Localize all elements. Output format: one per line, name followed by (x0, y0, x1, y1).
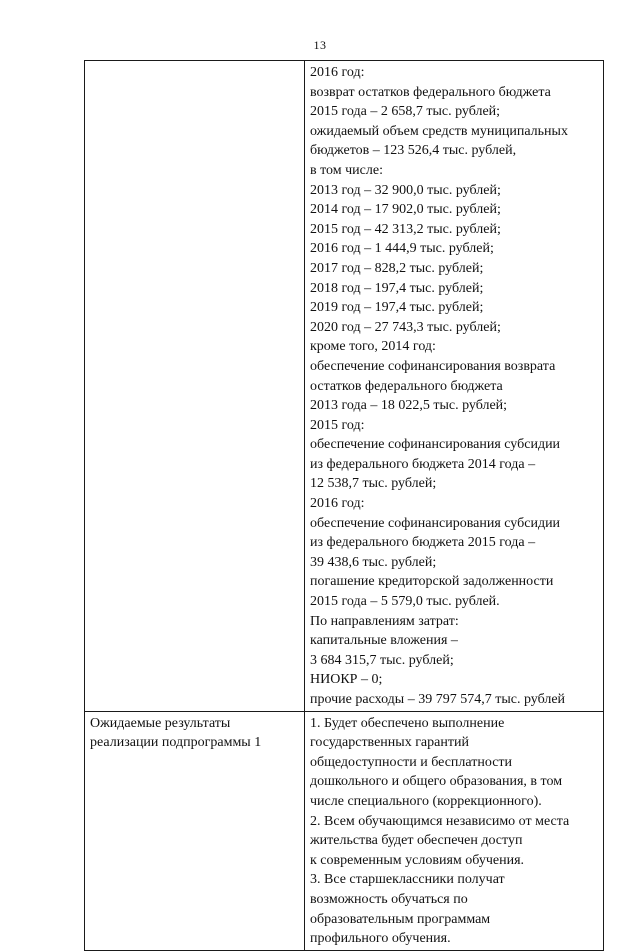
passport-table (84, 60, 604, 951)
text-line: 2020 год – 27 743,3 тыс. рублей; (310, 319, 501, 335)
text-line: 2016 год: (310, 496, 365, 512)
text-line: дошкольного и общего образования, в том (310, 774, 563, 790)
text-line: из федерального бюджета 2015 года – (310, 535, 536, 551)
text-line: ожидаемый объем средств муниципальных (310, 123, 568, 139)
text-line: 12 538,7 тыс. рублей; (310, 476, 437, 492)
text-line: из федерального бюджета 2014 года – (310, 456, 536, 472)
text-line: 2015 год: (310, 417, 365, 433)
text-line: обеспечение софинансирования субсидии (310, 515, 561, 531)
text-line: 3. Все старшеклассники получат (310, 872, 505, 888)
text-line: 2015 года – 5 579,0 тыс. рублей. (310, 594, 500, 610)
text-line: в том числе: (310, 162, 383, 178)
text-line: профильного обучения. (310, 931, 451, 947)
financing-label-cell (85, 61, 305, 712)
text-line: 2014 год – 17 902,0 тыс. рублей; (310, 202, 501, 218)
text-line: возможность обучаться по (310, 891, 468, 907)
text-line: По направлениям затрат: (310, 613, 459, 629)
results-label-line: Ожидаемые результаты (90, 715, 231, 731)
table-row-financing (85, 61, 604, 712)
text-line: образовательным программам (310, 911, 491, 927)
financing-lines (310, 63, 599, 710)
text-line: 2019 год – 197,4 тыс. рублей; (310, 300, 484, 316)
text-line: обеспечение софинансирования субсидии (310, 437, 561, 453)
text-line: 2016 год: (310, 65, 365, 80)
text-line: остатков федерального бюджета (310, 378, 503, 394)
text-line: 2017 год – 828,2 тыс. рублей; (310, 260, 484, 276)
text-line: бюджетов – 123 526,4 тыс. рублей, (310, 143, 517, 159)
text-line: 2018 год – 197,4 тыс. рублей; (310, 280, 484, 296)
text-line: числе специального (коррекционного). (310, 793, 542, 809)
results-content-cell (305, 711, 604, 950)
table-row-expected-results (85, 711, 604, 950)
text-line: 1. Будет обеспечено выполнение (310, 715, 505, 731)
text-line: 2. Всем обучающимся независимо от места (310, 813, 570, 829)
text-line: 2015 год – 42 313,2 тыс. рублей; (310, 221, 501, 237)
text-line: возврат остатков федерального бюджета (310, 84, 551, 100)
text-line: НИОКР – 0; (310, 672, 383, 688)
text-line: капитальные вложения – (310, 633, 458, 649)
text-line: прочие расходы – 39 797 574,7 тыс. рублей (310, 692, 566, 707)
text-line: 2016 год – 1 444,9 тыс. рублей; (310, 241, 494, 257)
results-label-line: реализации подпрограммы 1 (90, 735, 262, 751)
text-line: государственных гарантий (310, 735, 469, 751)
text-line: погашение кредиторской задолженности (310, 574, 554, 590)
financing-content-cell (305, 61, 604, 712)
text-line: общедоступности и бесплатности (310, 754, 513, 770)
text-line: кроме того, 2014 год: (310, 339, 436, 355)
text-line: жительства будет обеспечен доступ (310, 833, 523, 849)
text-line: 2013 год – 32 900,0 тыс. рублей; (310, 182, 501, 198)
text-line: обеспечение софинансирования возврата (310, 358, 556, 374)
text-line: 2015 года – 2 658,7 тыс. рублей; (310, 104, 501, 120)
text-line: 2013 года – 18 022,5 тыс. рублей; (310, 398, 508, 414)
text-line: 39 438,6 тыс. рублей; (310, 554, 437, 570)
page-number: 13 (313, 38, 327, 52)
results-label-cell (85, 711, 305, 950)
text-line: 3 684 315,7 тыс. рублей; (310, 652, 454, 668)
text-line: к современным условиям обучения. (310, 852, 525, 868)
